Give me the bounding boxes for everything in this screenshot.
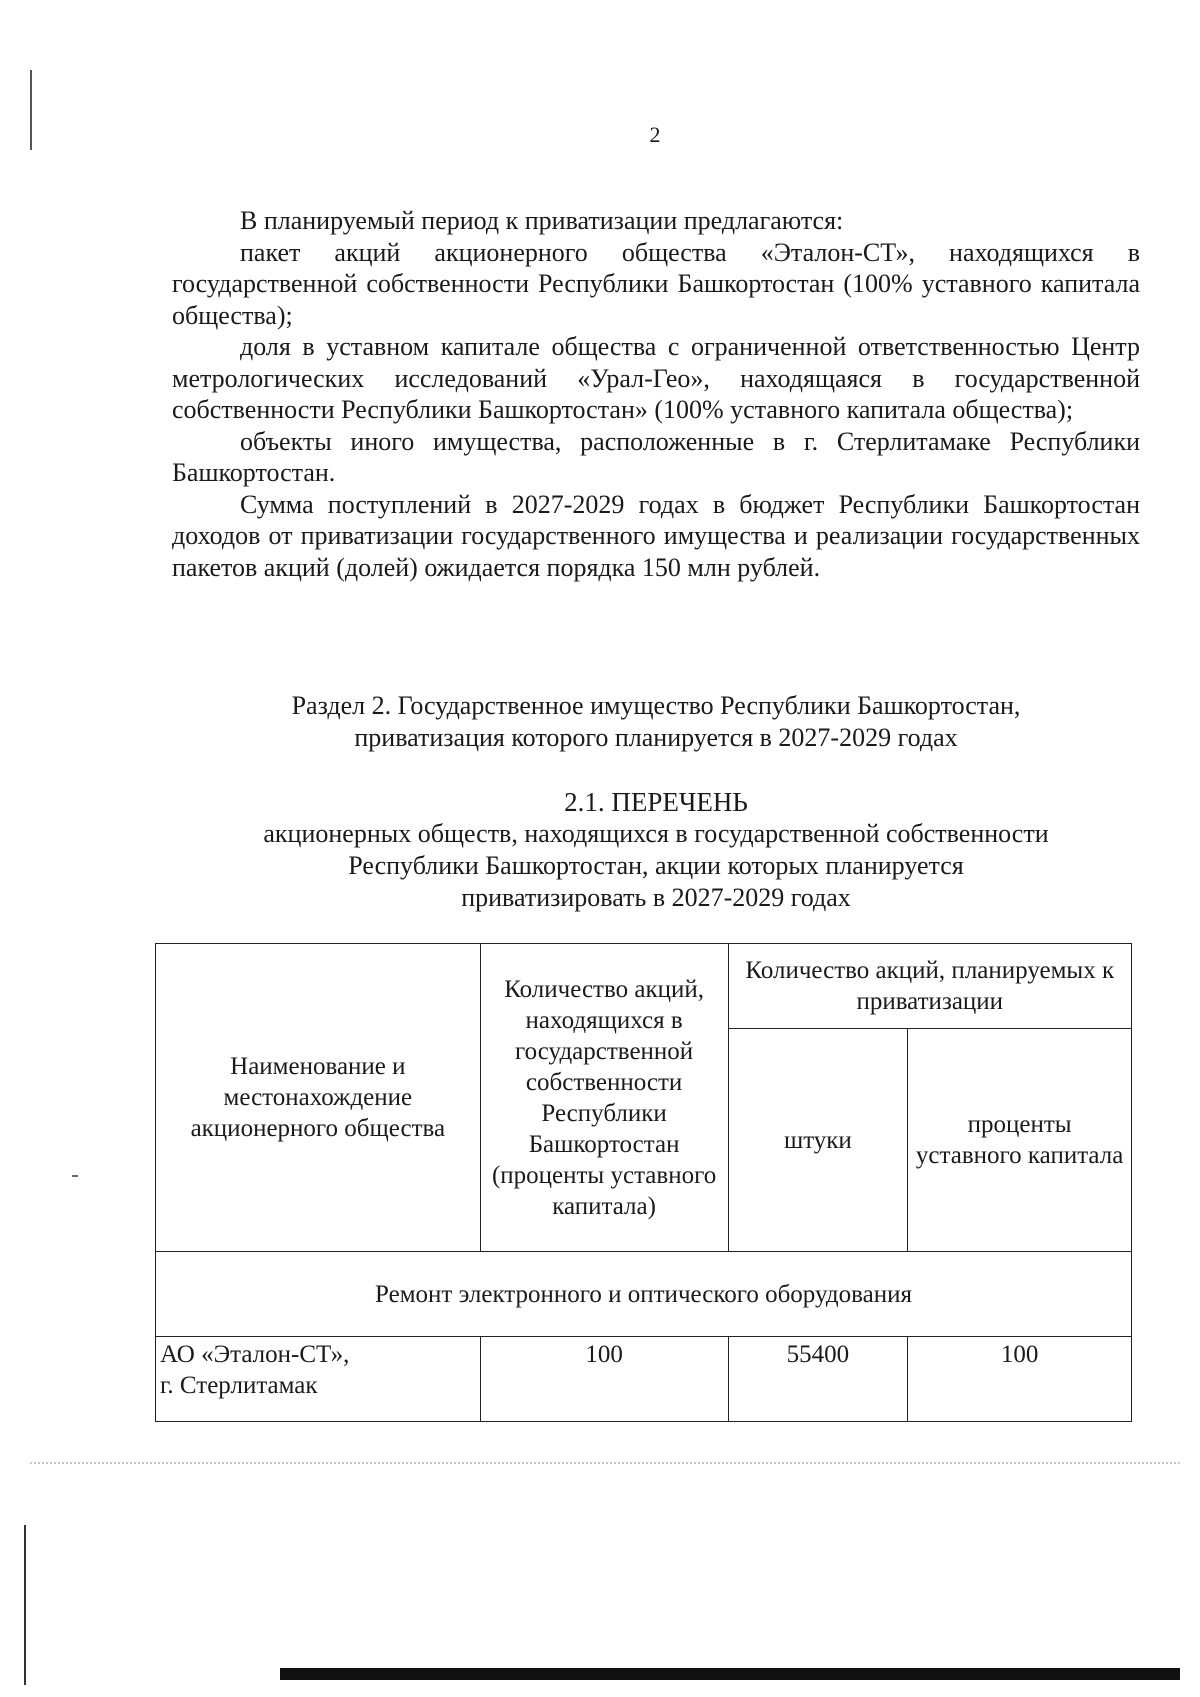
page-number: 2	[649, 122, 661, 147]
scan-artifact-mid-left	[72, 1175, 78, 1177]
planned-pieces-cell: 55400	[728, 1337, 908, 1422]
header-percent: проценты уставного капитала	[908, 1029, 1132, 1252]
header-planned-shares: Количество акций, планируемых к приватизации	[728, 944, 1131, 1029]
list-subtitle-line3: приватизировать в 2027-2029 годах	[461, 883, 851, 912]
owned-shares-cell: 100	[480, 1337, 728, 1422]
list-heading	[172, 786, 1140, 914]
section-heading	[172, 690, 1140, 754]
scan-artifact-top-left	[30, 70, 32, 150]
shares-table	[155, 943, 1132, 1422]
header-pieces: штуки	[728, 1029, 908, 1252]
group-label: Ремонт электронного и оптического оборудования	[156, 1252, 1132, 1337]
section-heading-line2: приватизация которого планируется в 2027-2029 годах	[354, 723, 958, 752]
paragraph-other-property: объекты иного имущества, расположенные в г. Стерлитамаке Республики Башкортостан.	[172, 426, 1140, 487]
list-subtitle-line1: акционерных обществ, находящихся в государственной собственности	[263, 819, 1049, 848]
company-location: г. Стерлитамак	[160, 1372, 318, 1399]
header-owned-shares: Количество акций, находящихся в государственной собственности Республики Башкортостан (проценты уставного капитала)	[480, 944, 728, 1252]
list-title: 2.1. ПЕРЕЧЕНЬ	[564, 787, 748, 817]
planned-percent-cell: 100	[908, 1337, 1132, 1422]
table-header-row	[156, 944, 1132, 1029]
scan-artifact-bottom-left	[24, 1525, 26, 1685]
scan-artifact-dotted-line	[30, 1462, 1180, 1466]
table-group-row	[156, 1252, 1132, 1337]
company-name-cell	[156, 1337, 481, 1422]
section-heading-line1: Раздел 2. Государственное имущество Республики Башкортостан,	[291, 691, 1021, 720]
header-name: Наименование и местонахождение акционерного общества	[156, 944, 481, 1252]
paragraph-intro: В планируемый период к приватизации предлагаются:	[240, 206, 844, 235]
list-subtitle-line2: Республики Башкортостан, акции которых планируется	[348, 851, 964, 880]
paragraph-ural-geo-share: доля в уставном капитале общества с ограниченной ответственностью Центр метрологических исследований «Урал-Гео», находящаяся в государственной собственности Республики Башкортостан» (100% уставного капитала общества);	[172, 332, 1140, 424]
table-row	[156, 1337, 1132, 1422]
paragraph-etalon-shares: пакет акций акционерного общества «Эталон-СТ», находящихся в государственной собственности Республики Башкортостан (100% уставного капитала общества);	[172, 237, 1140, 330]
body-text	[172, 205, 1140, 583]
paragraph-revenue: Сумма поступлений в 2027-2029 годах в бюджет Республики Башкортостан доходов от приватизации государственного имущества и реализации государственных пакетов акций (долей) ожидается порядка 150 млн рублей.	[172, 489, 1140, 582]
scan-artifact-bottom-bar	[280, 1668, 1180, 1680]
company-name: АО «Эталон-СТ»,	[160, 1341, 350, 1368]
